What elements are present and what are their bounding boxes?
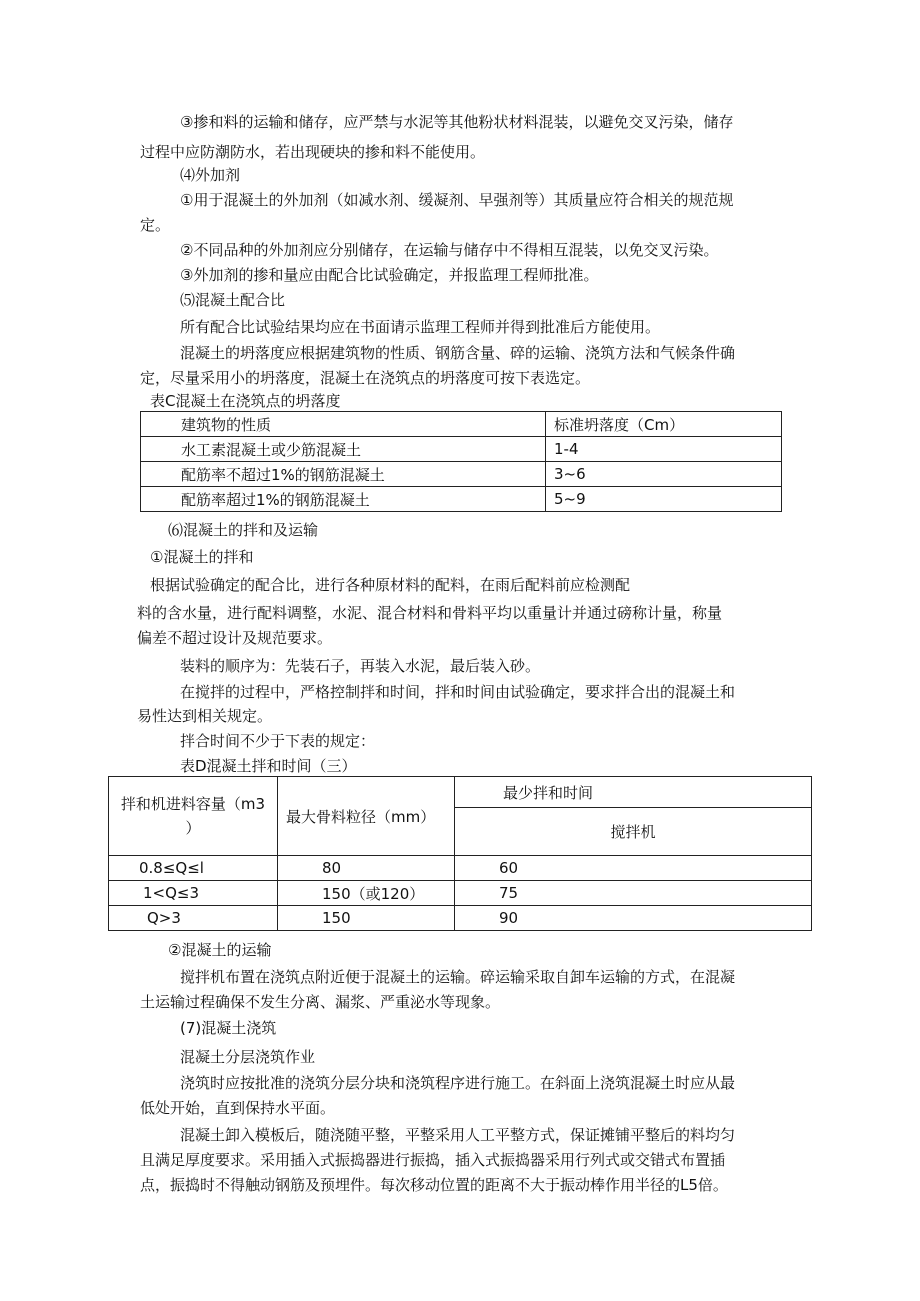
table-header [109,777,278,856]
table-header: 最大骨料粒径（mm） [278,777,455,856]
table-row [109,881,812,906]
section-heading: ⑹混凝土的拌和及运输 [168,521,319,539]
table-row [141,487,782,512]
paragraph: 根据试验确定的配合比，进行各种原材料的配料，在雨后配料前应检测配 [150,576,631,594]
table-row [109,856,812,881]
paragraph: 易性达到相关规定。 [137,707,273,725]
table-header: 搅拌机 [455,808,812,856]
table-cell: 80 [278,856,455,881]
section-heading: ⑷外加剂 [180,166,241,184]
table-cell: 3~6 [546,462,782,487]
paragraph: ②不同品种的外加剂应分别储存，在运输与储存中不得相互混装，以免交叉污染。 [180,241,719,259]
table-cell: 1<Q≤3 [109,881,278,906]
table-cell: 5~9 [546,487,782,512]
table-caption: 表C混凝土在浇筑点的坍落度 [150,392,341,410]
paragraph: 浇筑时应按批准的浇筑分层分块和浇筑程序进行施工。在斜面上浇筑混凝土时应从最 [180,1074,736,1092]
table-cell: 水工素混凝土或少筋混凝土 [141,437,546,462]
table-row [141,462,782,487]
table-cell: 0.8≤Q≤l [109,856,278,881]
paragraph: ③掺和料的运输和储存，应严禁与水泥等其他粉状材料混装，以避免交叉污染，储存 [180,113,734,131]
paragraph: 拌合时间不少于下表的规定： [180,732,376,750]
table-cell: 配筋率超过1%的钢筋混凝土 [141,487,546,512]
paragraph: 低处开始，直到保持水平面。 [140,1099,336,1117]
table-header-row [141,412,782,437]
paragraph: 在搅拌的过程中，严格控制拌和时间，拌和时间由试验确定，要求拌合出的混凝土和 [180,683,736,701]
table-cell: 75 [455,881,812,906]
header-line: 拌和机进料容量（m3 [120,795,266,813]
section-heading: ⑸混凝土配合比 [180,291,286,309]
paragraph: 定。 [140,216,171,234]
table-cell: 60 [455,856,812,881]
paragraph: 点，振捣时不得触动钢筋及预埋件。每次移动位置的距离不大于振动棒作用半径的L5倍。 [140,1176,728,1194]
table-header: 标准坍落度（Cm） [546,412,782,437]
table-cell: Q>3 [109,906,278,931]
table-cell: 1-4 [546,437,782,462]
sub-heading: 混凝土分层浇筑作业 [180,1048,316,1066]
paragraph: 土运输过程确保不发生分离、漏浆、严重泌水等现象。 [140,993,501,1011]
paragraph: 且满足厚度要求。采用插入式振捣器进行振捣，插入式振捣器采用行列式或交错式布置插 [140,1151,726,1169]
paragraph: ①用于混凝土的外加剂（如减水剂、缓凝剂、早强剂等）其质量应符合相关的规范规 [180,191,734,209]
paragraph: 偏差不超过设计及规范要求。 [137,629,333,647]
table-cell: 配筋率不超过1%的钢筋混凝土 [141,462,546,487]
paragraph: 所有配合比试验结果均应在书面请示监理工程师并得到批准后方能使用。 [180,318,661,336]
section-heading: (7)混凝土浇筑 [180,1019,277,1037]
paragraph: 混凝土的坍落度应根据建筑物的性质、钢筋含量、碎的运输、浇筑方法和气候条件确 [180,344,736,362]
paragraph: ③外加剂的掺和量应由配合比试验确定，并报监理工程师批准。 [180,266,599,284]
table-header-row [109,777,812,808]
paragraph: 定，尽量采用小的坍落度，混凝土在浇筑点的坍落度可按下表选定。 [140,369,591,387]
table-cell: 90 [455,906,812,931]
table-row [109,906,812,931]
paragraph: 装料的顺序为：先装石子，再装入水泥，最后装入砂。 [180,657,541,675]
table-cell: 150 [278,906,455,931]
sub-heading: ①混凝土的拌和 [150,548,254,566]
paragraph: 搅拌机布置在浇筑点附近便于混凝土的运输。碎运输采取自卸车运输的方式，在混凝 [180,968,736,986]
paragraph: 混凝土卸入模板后，随浇随平整，平整采用人工平整方式，保证摊铺平整后的料均匀 [180,1126,736,1144]
paragraph: 过程中应防潮防水，若出现硬块的掺和料不能使用。 [140,143,486,161]
header-line: ） [185,819,201,837]
slump-table [140,411,782,512]
table-header: 建筑物的性质 [141,412,546,437]
sub-heading: ②混凝土的运输 [168,941,272,959]
table-header: 最少拌和时间 [455,777,812,808]
table-caption: 表D混凝土拌和时间（三） [180,757,357,775]
paragraph: 料的含水量，进行配料调整，水泥、混合材料和骨料平均以重量计并通过磅称计量，称量 [137,604,723,622]
table-row [141,437,782,462]
mixing-time-table [108,776,812,931]
table-cell: 150（或120） [278,881,455,906]
